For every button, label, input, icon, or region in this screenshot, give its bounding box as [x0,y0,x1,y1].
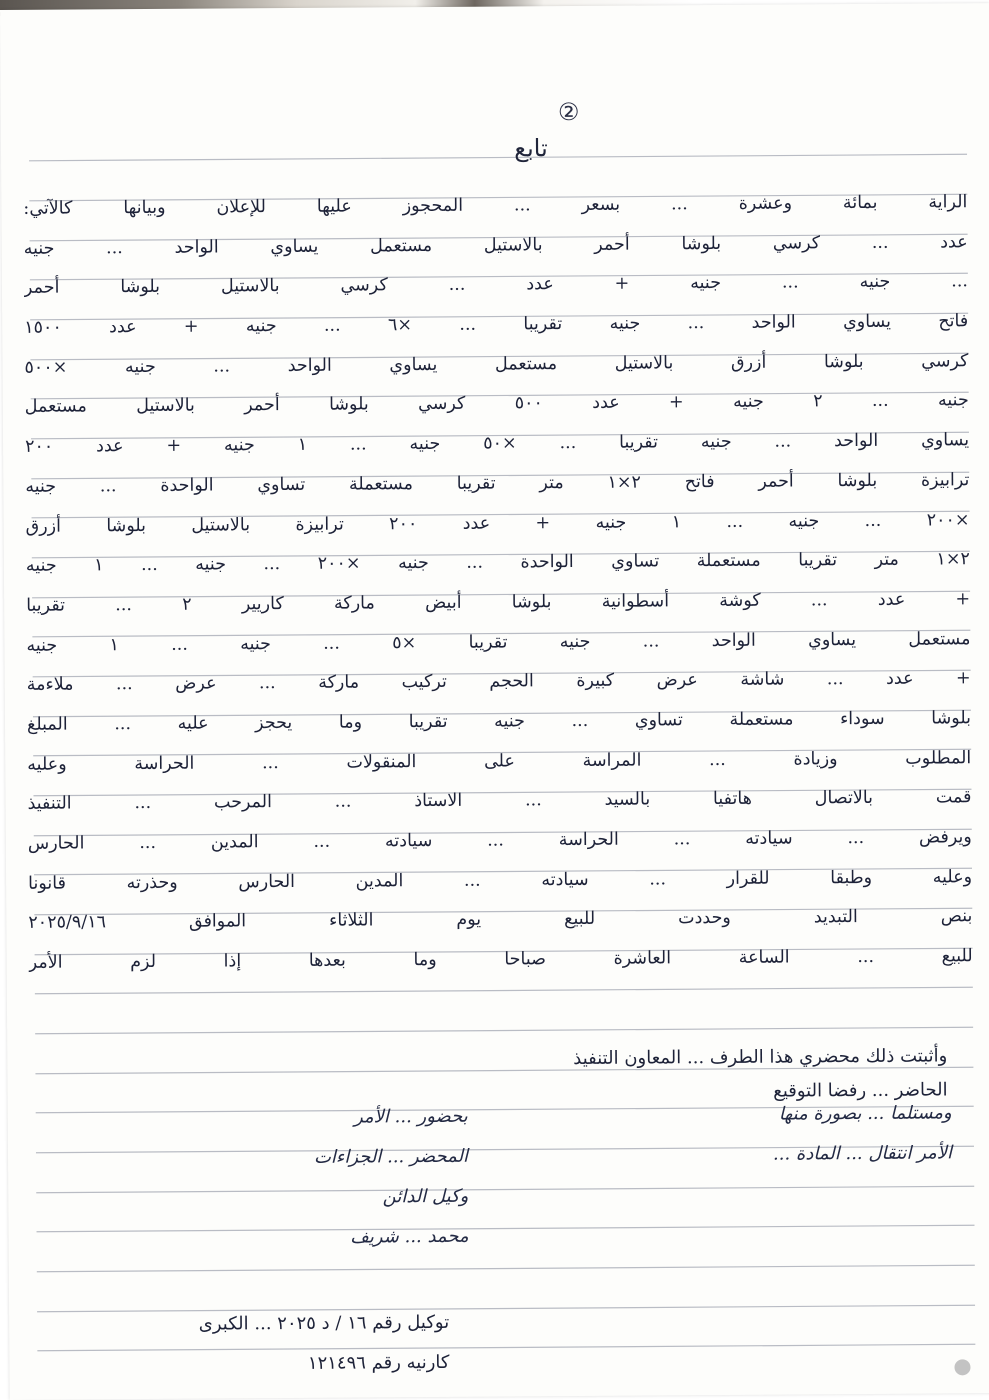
body-line: قمت بالاتصال هاتفيا بالسيد ... الاستاذ ... المرحب ... التنفيذ [27,787,972,815]
power-of-attorney-number: توكيل رقم ١٦ / د ٢٠٢٥ ... الكبرى [198,1311,450,1335]
signature-block-left [48,1097,469,1260]
handwritten-body [23,183,973,983]
body-line: للبيع ... الساعة العاشرة صباحا وما بعدها إذا لزم الأمر [28,946,973,973]
body-line: مستعمل يساوي الواحد ... جنيه تقريبا ×٥ ... جنيه ... ١ جنيه [26,628,971,656]
signature-line: وكيل الدائن [382,1185,469,1208]
signature-line: محمد ... شريف [350,1225,469,1248]
signature-line: بحضور ... الأمر [353,1105,468,1128]
ink-spot [954,1359,970,1375]
body-line: فاتح يساوي الواحد ... جنيه تقريبا ... ×٦ ... جنيه + عدد ١٥٠٠ [24,311,969,338]
body-line: عدد ... كرسي بلوشا أحمر بالاستيل مستعمل يساوي الواحد ... جنيه [23,231,968,259]
body-line: جنيه ... ٢ جنيه + عدد ٥٠٠ كرسي بلوشا أحمر بالاستيل مستعمل [24,390,969,418]
body-line: بنص التبديد وحددت للبيع يوم الثلاثاء الموافق ٢٠٢٥/٩/١٦ [28,906,973,934]
body-line: ... جنيه ... جنيه + عدد ... كرسي بالاستيل بلوشا أحمر [23,271,968,299]
signature-line: الأمر انتقال ... المادة ... [772,1142,953,1165]
id-card-number: كارنيه رقم ١٢١٤٩٦ [307,1351,450,1374]
page-number: ② [557,97,580,127]
signature-line: ومستلما ... بصورة منها [778,1102,952,1125]
body-line: + عدد ... كوشة أسطوانية بلوشا أبيض ماركة كاريير ٢ ... تقريبا [26,589,971,616]
page-heading: تابع [514,134,548,163]
body-line: ٢×١ متر تقريبا مستعملة تساوي الواحدة ... جنيه ×٢٠٠ ... جنيه ... ١ جنيه [25,549,970,577]
footer-info [49,1303,450,1386]
body-line: ترابيزة بلوشا أحمر فاتح ٢×١ متر تقريبا مستعملة تساوي الواحدة ... جنيه [25,470,970,497]
closing-line: الحاضر ... رفضا التوقيع [773,1079,948,1102]
body-line: المطلوب وزيادة ... المراسة على المنقولات ... الحراسة وعليه [27,747,972,775]
document-page [0,3,989,1400]
body-line: ×٢٠٠ ... جنيه ... ١ جنيه + عدد ٢٠٠ ترابيزة بالاستيل بلوشا أزرق [25,509,970,537]
body-line: بلوشا سوداء مستعملة تساوي ... جنيه تقريبا وما يحجز عليه ... المبلغ [26,708,972,735]
body-line: + عدد ... شاشة عرض كبيرة الحجم تركيب ماركة ... عرض ... ملاءمة [26,668,971,696]
signature-block-right [532,1093,953,1176]
body-line: يساوي الواحد ... جنيه تقريبا ... ×٥٠ جنيه ... ١ جنيه + عدد ٢٠٠ [24,430,970,457]
closing-line: وأثبتت ذلك محضري هذا الطرف ... المعاون التنفيذ [573,1045,948,1070]
body-line: وعليه وطبقا للقرار ... سيادته ... المدين الحارس وحذرته قانونا [28,866,973,894]
body-line: كرسي بلوشا أزرق بالاستيل مستعمل يساوي الواحد ... جنيه ×٥٠٠ [24,350,969,378]
body-line: ويرفض ... سيادته ... الحراسة ... سيادته ... المدين ... الحارس [27,827,972,854]
signature-line: المحضر ... الجزاءات [313,1145,469,1168]
body-line: الراية بمائة وعشرة ... بسعر ... المحجوز عليها للإعلان وبيانها كالآتي: [23,192,968,219]
